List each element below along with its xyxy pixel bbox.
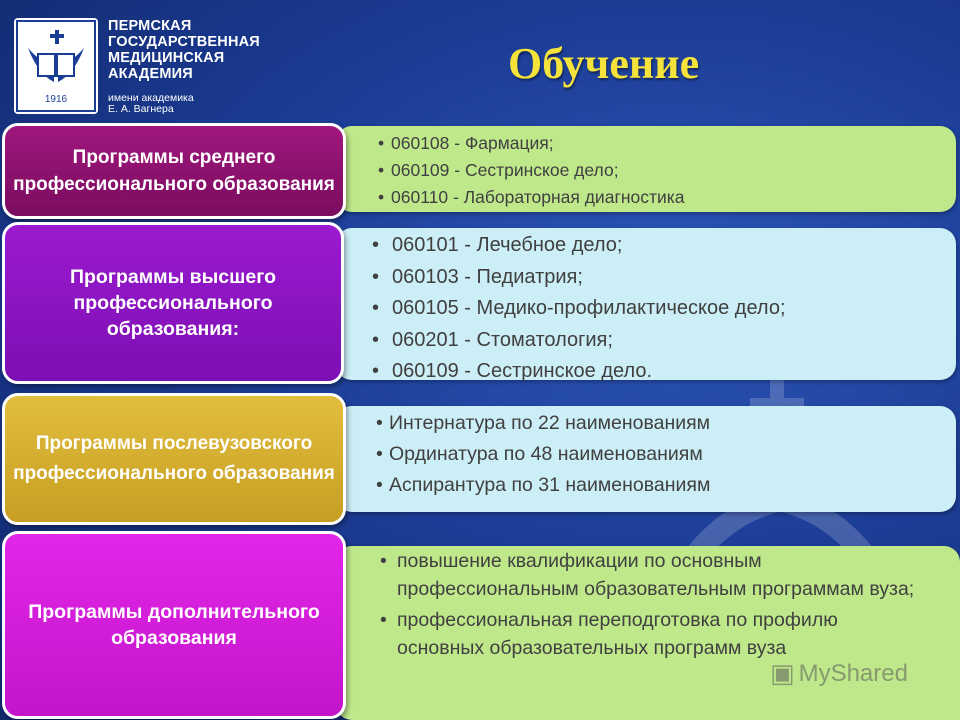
list-item (372, 230, 956, 262)
academy-subtitle-line: имени академика (108, 92, 194, 104)
bullet-icon: • (372, 265, 380, 288)
program-item: профессиональная переподготовка по профилю основных образовательных программ вуза (397, 609, 838, 659)
list-item (372, 262, 956, 294)
svg-text:1916: 1916 (44, 94, 68, 105)
program-list-additional (336, 546, 960, 720)
watermark (770, 658, 908, 689)
academy-subtitle (108, 93, 308, 115)
list-item (378, 184, 956, 211)
academy-name-line: АКАДЕМИЯ (108, 66, 193, 82)
academy-name-line: ГОСУДАРСТВЕННАЯ (108, 34, 260, 50)
bullet-icon: • (376, 443, 383, 465)
program-list-secondary (336, 126, 956, 212)
bullet-icon: • (372, 234, 380, 256)
list-item (378, 157, 956, 184)
academy-name-line: ПЕРМСКАЯ (108, 18, 192, 34)
program-item: Интернатура по 22 наименованиям (389, 412, 711, 434)
program-list-higher (336, 228, 956, 380)
academy-name-line: МЕДИЦИНСКАЯ (108, 50, 225, 66)
list-item (376, 408, 956, 439)
program-item: Ординатура по 48 наименованиям (389, 443, 703, 465)
program-item: 060109 - Сестринское дело; (391, 160, 619, 180)
program-item: 060109 - Сестринское дело. (392, 360, 653, 382)
list-item (372, 293, 956, 325)
bullet-icon: • (372, 297, 380, 319)
academy-name (108, 18, 328, 82)
bullet-icon: • (372, 360, 380, 382)
program-item: Аспирантура по 31 наименованиям (389, 474, 711, 496)
bullet-icon: • (376, 412, 383, 434)
page-title: Обучение (508, 39, 700, 88)
list-item (380, 548, 917, 603)
program-label-higher: Программы высшего профессионального образования: (2, 222, 344, 384)
list-item (376, 470, 956, 501)
watermark-text: MyShared (798, 659, 908, 687)
bullet-icon: • (376, 474, 383, 496)
program-item: 060101 - Лечебное дело; (392, 234, 623, 256)
bullet-icon: • (380, 550, 387, 572)
program-list-postgraduate (336, 406, 956, 512)
bullet-icon: • (380, 609, 387, 631)
program-item: повышение квалификации по основным профессиональным образовательным программам вуза; (397, 550, 915, 600)
program-label-secondary: Программы среднего профессионального образования (2, 123, 346, 219)
program-item: 060103 - Педиатрия; (392, 265, 583, 288)
program-item: 060105 - Медико-профилактическое дело; (392, 297, 786, 319)
list-item (372, 325, 956, 357)
list-item (376, 439, 956, 470)
bullet-icon: • (378, 187, 385, 207)
program-item: 060108 - Фармация; (391, 133, 554, 153)
list-item (372, 356, 956, 388)
program-item: 060110 - Лабораторная диагностика (391, 187, 685, 207)
list-item (380, 607, 917, 662)
bullet-icon: • (372, 328, 380, 351)
list-item (378, 130, 956, 157)
academy-subtitle-line: Е. А. Вагнера (108, 103, 174, 115)
bullet-icon: • (378, 133, 385, 153)
program-label-additional: Программы дополнительного образования (2, 531, 346, 719)
academy-logo (14, 18, 98, 114)
program-label-postgraduate: Программы послевузовского профессионального образования (2, 393, 346, 525)
presentation-icon: ▣ (770, 658, 795, 688)
bullet-icon: • (378, 160, 385, 180)
program-item: 060201 - Стоматология; (392, 328, 613, 351)
